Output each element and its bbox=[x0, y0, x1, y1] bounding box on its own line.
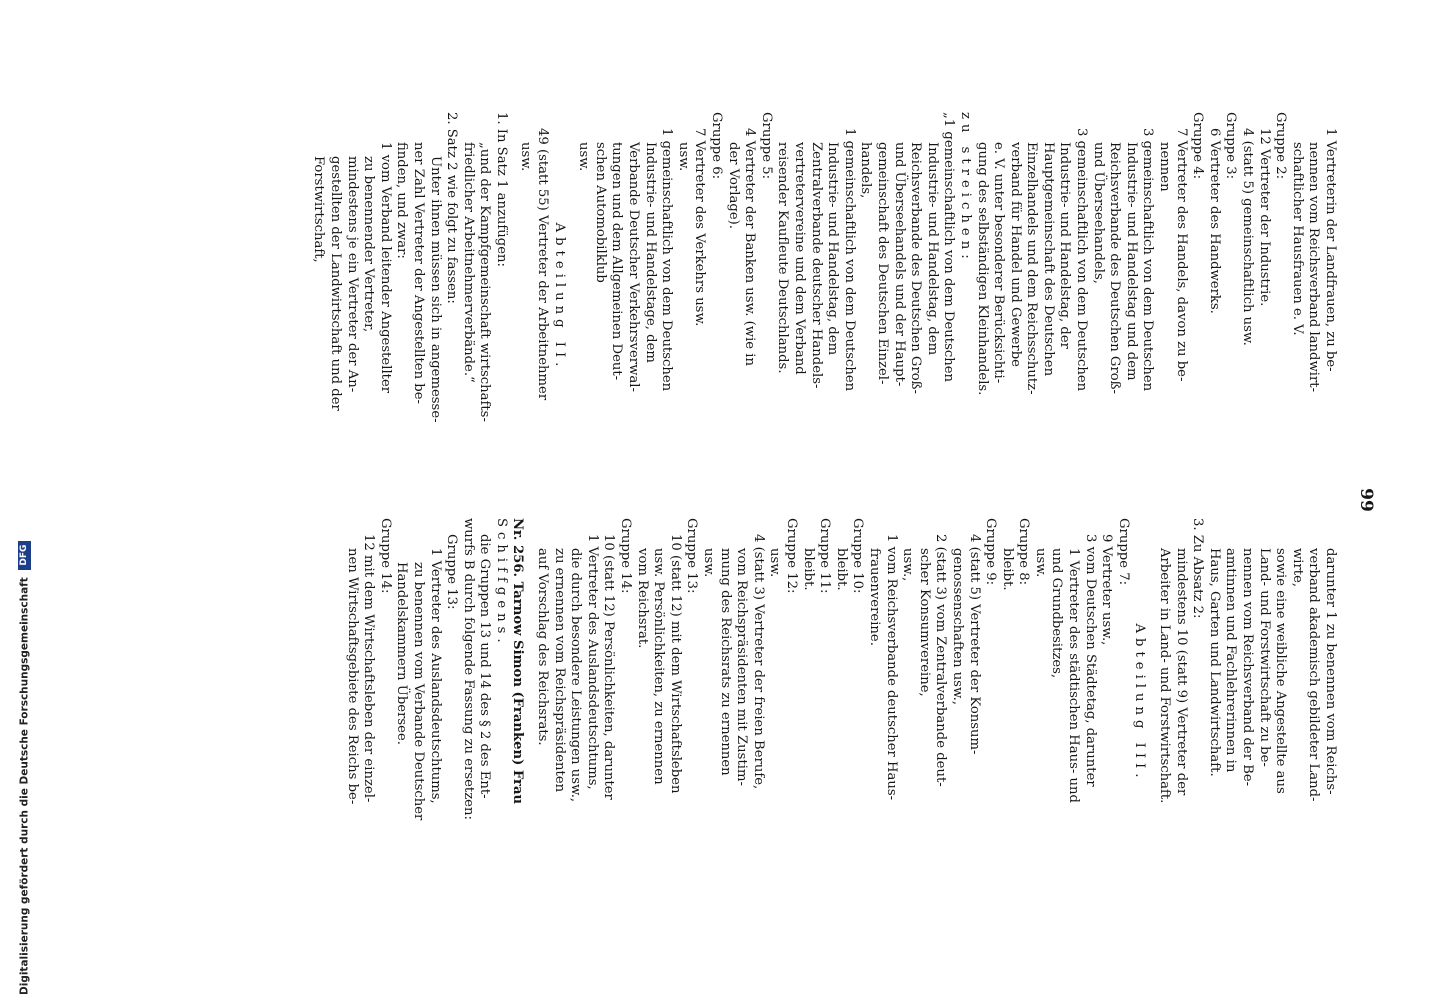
text-line: „und der Kampfgemeinschaft wirtschafts- bbox=[477, 142, 493, 422]
text-line: gemeinschaft des Deutschen Einzel- bbox=[874, 142, 890, 385]
text-line: Industrie- und Handelstag, der bbox=[1057, 142, 1073, 349]
text-line: Haus, Garten und Landwirtschaft. bbox=[1206, 548, 1222, 777]
text-line: 1 vom Reichsverbande deutscher Haus- bbox=[883, 534, 899, 801]
text-line: und Überseehandels und der Haupt- bbox=[891, 142, 907, 387]
text-line: 1. In Satz 1 anzufügen: bbox=[493, 112, 509, 267]
text-line: Land- und Forstwirtschaft zu be- bbox=[1256, 548, 1272, 767]
text-line: Abteilung II. bbox=[551, 222, 567, 372]
text-line: Hauptgemeinschaft des Deutschen bbox=[1040, 142, 1056, 377]
text-line bbox=[509, 112, 517, 482]
credit-text: Digitalisierung gefördert durch die Deutsche Forschungsgemeinschaft bbox=[18, 577, 31, 995]
text-line: usw. bbox=[767, 548, 783, 578]
text-line: die Gruppen 13 und 14 des § 2 des Ent- bbox=[477, 534, 493, 799]
text-line: verband für Handel und Gewerbe bbox=[1007, 142, 1023, 367]
text-line: der Vorlage). bbox=[725, 142, 741, 229]
text-line: 1 Vertreter des städtischen Haus- und bbox=[1066, 548, 1082, 803]
text-line: Industrie- und Handelstage, dem bbox=[642, 142, 658, 363]
text-line: frauenvereine. bbox=[866, 548, 882, 646]
text-line: Gruppe 3: bbox=[1223, 112, 1239, 180]
text-line: 1 Vertreter des Auslandsdeutschtums, bbox=[427, 548, 443, 804]
text-line: und Grundbesitzes, bbox=[1049, 548, 1065, 679]
text-line: Gruppe 4: bbox=[1190, 112, 1206, 180]
text-line: schaftlicher Hausfrauen e. V. bbox=[1289, 142, 1305, 336]
text-line: Gruppe 5: bbox=[758, 112, 774, 180]
text-line: vom Reichspräsidenten mit Zustim- bbox=[734, 548, 750, 786]
text-line: 1 Vertreter des Auslandsdeutschtums, bbox=[584, 534, 600, 790]
text-line: scher Konsumvereine, bbox=[916, 548, 932, 697]
text-line: 1 gemeinschaftlich von dem Deutschen bbox=[841, 128, 857, 392]
text-line: 2. Satz 2 wie folgt zu fassen: bbox=[444, 112, 460, 304]
text-line: usw. bbox=[518, 142, 534, 172]
text-line: die durch besondere Leistungen usw., bbox=[568, 548, 584, 803]
text-line: 7 Vertreter des Verkehrs usw. bbox=[692, 128, 708, 327]
text-line: wurfs B durch folgende Fassung zu ersetzen: bbox=[460, 518, 476, 820]
text-line: ner Zahl Vertreter der Angestellten be- bbox=[410, 142, 426, 404]
text-line: 6 Vertreter des Handwerks. bbox=[1206, 128, 1222, 314]
text-line: Handelskammern Übersee. bbox=[394, 562, 410, 745]
text-line: 4 Vertreter der Banken usw. (wie in bbox=[742, 128, 758, 367]
text-line: Schiffgens. bbox=[493, 518, 509, 648]
text-line: usw. bbox=[675, 142, 691, 172]
text-line: Nr. 256. Tarnow Simon (Franken) Frau bbox=[510, 518, 526, 805]
text-line: handels, bbox=[858, 142, 874, 199]
text-line: zu streichen: bbox=[957, 112, 973, 264]
text-line: genossenschaften usw., bbox=[949, 548, 965, 706]
text-line: darunter 1 zu benennen vom Reichs- bbox=[1323, 548, 1338, 795]
text-line: schen Automobilklub bbox=[592, 142, 608, 283]
text-line: Gruppe 14: bbox=[618, 518, 634, 594]
text-line: usw. bbox=[1032, 548, 1048, 578]
text-line: usw. Persönlichkeiten, zu ernennen bbox=[651, 548, 667, 785]
text-line: 4 (statt 5) gemeinschaftlich usw. bbox=[1240, 128, 1256, 346]
text-line: wirte, bbox=[1289, 548, 1305, 588]
text-line: 1 vom Verband leitender Angestellter bbox=[377, 142, 393, 394]
text-line: Reichsverbande des Deutschen Groß- bbox=[1107, 142, 1123, 394]
text-line: friedlicher Arbeitnehmerverbände.“ bbox=[460, 142, 476, 383]
text-line: reisender Kaufleute Deutschlands. bbox=[775, 142, 791, 374]
text-line bbox=[1147, 518, 1155, 888]
text-line: 1 gemeinschaftlich von dem Deutschen bbox=[659, 128, 675, 392]
text-line: tungen und dem Allgemeinen Deut- bbox=[609, 142, 625, 381]
text-line: 3 gemeinschaftlich von dem Deutschen bbox=[1074, 128, 1090, 392]
text-line: Gruppe 9: bbox=[983, 518, 999, 586]
text-line: Gruppe 10: bbox=[850, 518, 866, 594]
text-line: Gruppe 6: bbox=[709, 112, 725, 180]
text-line: 7 Vertreter des Handels, davon zu be- bbox=[1173, 128, 1189, 382]
text-line: 12 mit dem Wirtschaftsleben der einzel- bbox=[361, 534, 377, 803]
text-line: usw. bbox=[576, 142, 592, 172]
text-line: mung des Reichsrats zu ernennen bbox=[717, 548, 733, 776]
text-line: nennen vom Reichsverband der Be- bbox=[1240, 548, 1256, 787]
text-line: Gruppe 2: bbox=[1273, 112, 1289, 180]
dfg-logo: DFG bbox=[18, 541, 31, 570]
text-line: 3 vom Deutschen Städtetag, darunter bbox=[1082, 534, 1098, 787]
text-line: sowie eine weibliche Angestellte aus bbox=[1273, 548, 1289, 794]
text-line: usw. bbox=[701, 548, 717, 578]
text-line: 10 (statt 12) mit dem Wirtschaftsleben bbox=[667, 534, 683, 794]
text-line: bleibt. bbox=[833, 548, 849, 591]
left-column bbox=[310, 112, 1338, 482]
text-line: 10 (statt 12) Persönlichkeiten, darunter bbox=[601, 534, 617, 800]
text-line: Forstwirtschaft, bbox=[311, 156, 327, 263]
text-line: und Überseehandels, bbox=[1090, 142, 1106, 284]
text-line: amtinnen und Fachlehrerinnen in bbox=[1223, 548, 1239, 773]
text-line: verband akademisch gebildeter Land- bbox=[1306, 548, 1322, 802]
text-line: gestellten der Landwirtschaft und der bbox=[327, 156, 343, 411]
text-line: 4 (statt 3) Vertreter der freien Berufe, bbox=[750, 534, 766, 790]
text-line: usw., bbox=[900, 548, 916, 582]
text-line: zu benennen vom Verbande Deutscher bbox=[410, 562, 426, 821]
text-line: 3. Zu Absatz 2: bbox=[1190, 518, 1206, 619]
text-line: nennen bbox=[1157, 142, 1173, 192]
text-line: bleibt. bbox=[800, 548, 816, 591]
text-line: 4 (statt 5) Vertreter der Konsum- bbox=[966, 534, 982, 755]
text-line: Zentralverbande deutscher Handels- bbox=[808, 142, 824, 389]
text-line: mindestens 10 (statt 9) Vertreter der bbox=[1173, 548, 1189, 796]
text-line: Gruppe 11: bbox=[817, 518, 833, 594]
text-line: Gruppe 8: bbox=[1016, 518, 1032, 586]
text-line: bleibt. bbox=[999, 548, 1015, 591]
text-line: 49 (statt 55) Vertreter der Arbeitnehmer bbox=[535, 128, 551, 401]
text-line: vertretervereine und dem Verband bbox=[792, 142, 807, 375]
text-line: zu benennender Vertreter, bbox=[361, 156, 377, 333]
text-line: zu ernennen vom Reichspräsidenten bbox=[551, 548, 567, 793]
text-line: Industrie- und Handelstag, dem bbox=[924, 142, 940, 356]
text-line bbox=[526, 518, 534, 888]
text-line: Gruppe 14: bbox=[377, 518, 393, 594]
text-line: finden, und zwar: bbox=[394, 142, 410, 259]
text-line: 9 Vertreter usw., bbox=[1099, 534, 1115, 646]
text-line: Gruppe 7: bbox=[1115, 518, 1131, 586]
text-line: Industrie- und Handelstag und dem bbox=[1123, 142, 1139, 381]
text-line: 12 Vertreter der Industrie. bbox=[1256, 128, 1272, 307]
right-column bbox=[343, 518, 1338, 888]
page-number: 99 bbox=[1356, 488, 1376, 512]
digitization-credit bbox=[18, 541, 31, 995]
text-line: mindestens je ein Vertreter der An- bbox=[344, 156, 360, 393]
text-line: Abteilung III. bbox=[1132, 623, 1148, 783]
text-line: gung des selbständigen Kleinhandels. bbox=[974, 142, 990, 396]
text-line: Gruppe 13: bbox=[684, 518, 700, 594]
text-line: 1 Vertreterin der Landfrauen, zu be- bbox=[1323, 128, 1338, 372]
text-line bbox=[567, 112, 575, 482]
text-line: Industrie- und Handelstag, dem bbox=[825, 142, 841, 356]
text-line: e. V. unter besonderer Berücksichti- bbox=[991, 142, 1007, 384]
text-line: Reichsverbande des Deutschen Groß- bbox=[908, 142, 924, 394]
text-line: Arbeiter in Land- und Forstwirtschaft. bbox=[1157, 548, 1173, 804]
text-line: vom Reichsrat. bbox=[634, 548, 650, 649]
text-line: Gruppe 12: bbox=[784, 518, 799, 594]
text-line: „1 gemeinschaftlich von dem Deutschen bbox=[941, 112, 957, 383]
text-line: nen Wirtschaftsgebiete des Reichs be- bbox=[344, 548, 360, 805]
text-line: 3 gemeinschaftlich von dem Deutschen bbox=[1140, 128, 1156, 392]
text-line: auf Vorschlag des Reichsrats. bbox=[535, 548, 551, 746]
text-line: 2 (statt 3) vom Zentralverbande deut- bbox=[933, 534, 949, 787]
text-line: nennen vom Reichsverband landwirt- bbox=[1306, 142, 1322, 393]
text-line: Verbande Deutscher Verkehrsverwal- bbox=[626, 142, 642, 392]
text-line: Gruppe 13: bbox=[444, 534, 460, 610]
text-line: Unter ihnen müssen sich in angemesse- bbox=[427, 156, 443, 423]
text-line: Einzelhandels und dem Reichsschutz- bbox=[1024, 142, 1040, 395]
